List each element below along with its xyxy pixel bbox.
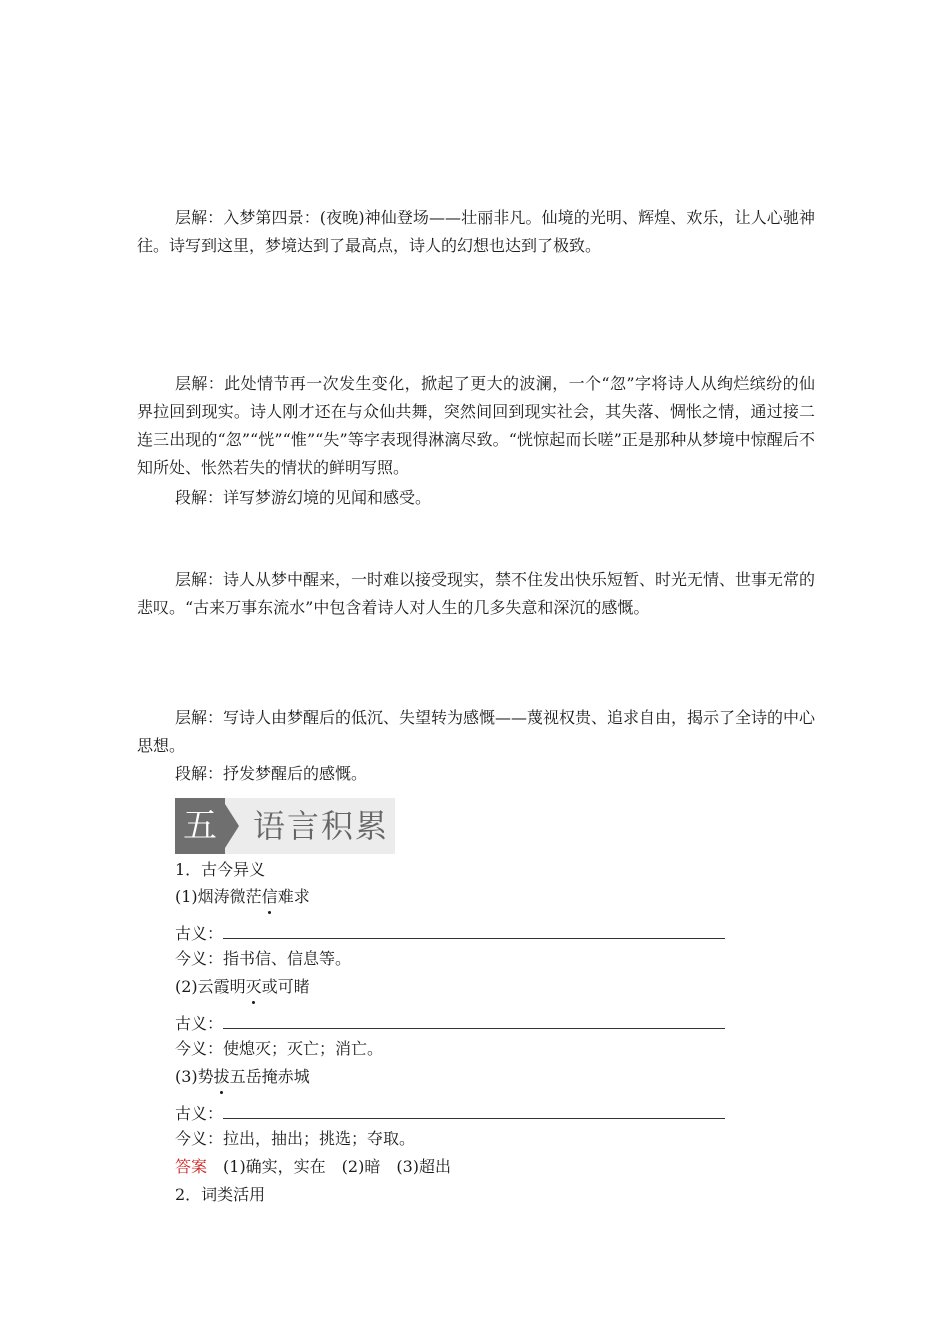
question-1 (175, 884, 310, 910)
answer-line (175, 1154, 451, 1180)
question-3-gu-yi (175, 1100, 725, 1127)
section-banner (175, 798, 395, 854)
paragraph-duan-jie-1: 段解：详写梦游幻境的见闻和感受。 (175, 488, 432, 507)
gu-yi-label: 古义： (175, 1014, 224, 1033)
question-2-gu-yi (175, 1010, 725, 1037)
question-1-dotted-char: 信 (262, 884, 278, 910)
question-1-gu-yi (175, 920, 725, 947)
question-2-before: (2)云霞明 (175, 977, 246, 996)
question-3 (175, 1064, 310, 1090)
paragraph-ceng-jie-1: 层解：入梦第四景：(夜晚)神仙登场——壮丽非凡。仙境的光明、辉煌、欢乐，让人心驰神往。诗写到这里，梦境达到了最高点，诗人的幻想也达到了极致。 (137, 208, 815, 255)
question-1-before: (1)烟涛微茫 (175, 887, 262, 906)
question-3-after: 五岳掩赤城 (229, 1067, 310, 1086)
gu-yi-label: 古义： (175, 1104, 224, 1123)
question-3-before: (3)势 (175, 1067, 214, 1086)
section-title: 语言积累 (253, 807, 390, 845)
answer-blank-3[interactable] (223, 1100, 725, 1119)
question-1-after: 难求 (277, 887, 310, 906)
paragraph-ceng-jie-2: 层解：此处情节再一次发生变化，掀起了更大的波澜，一个“忽”字将诗人从绚烂缤纷的仙界拉回到现实。诗人刚才还在与众仙共舞，突然间回到现实社会，其失落、惆怅之情，通过接二连三出现的“忽”“恍”“惟”“失”等字表现得淋漓尽致。“恍惊起而长嗟”正是那种从梦境中惊醒后不知所处、怅然若失的情状的鲜明写照。 (137, 374, 815, 477)
answer-blank-1[interactable] (223, 920, 725, 939)
heading-ci-lei-huo-yong: 2．词类活用 (175, 1185, 266, 1204)
question-1-jin-yi: 今义：指书信、信息等。 (175, 949, 352, 968)
question-3-dotted-char: 拔 (214, 1064, 230, 1090)
gu-yi-label: 古义： (175, 924, 224, 943)
question-2-dotted-char: 灭 (246, 974, 262, 1000)
question-2 (175, 974, 310, 1000)
question-2-jin-yi: 今义：使熄灭；灭亡；消亡。 (175, 1039, 384, 1058)
section-number: 五 (175, 798, 225, 854)
heading-gu-jin-yi-yi: 1．古今异义 (175, 860, 266, 879)
answer-blank-2[interactable] (223, 1010, 725, 1029)
answer-label: 答案 (175, 1157, 208, 1176)
question-3-jin-yi: 今义：拉出，抽出；挑选；夺取。 (175, 1129, 416, 1148)
answer-text: (1)确实，实在 (2)暗 (3)超出 (207, 1157, 452, 1176)
paragraph-ceng-jie-4: 层解：写诗人由梦醒后的低沉、失望转为感慨——蔑视权贵、追求自由，揭示了全诗的中心思想。 (137, 708, 816, 755)
banner-arrow-icon (225, 804, 239, 848)
question-2-after: 或可睹 (261, 977, 310, 996)
paragraph-ceng-jie-3: 层解：诗人从梦中醒来，一时难以接受现实，禁不住发出快乐短暂、时光无情、世事无常的悲叹。“古来万事东流水”中包含着诗人对人生的几多失意和深沉的感慨。 (137, 570, 816, 617)
paragraph-duan-jie-2: 段解：抒发梦醒后的感慨。 (175, 764, 368, 783)
